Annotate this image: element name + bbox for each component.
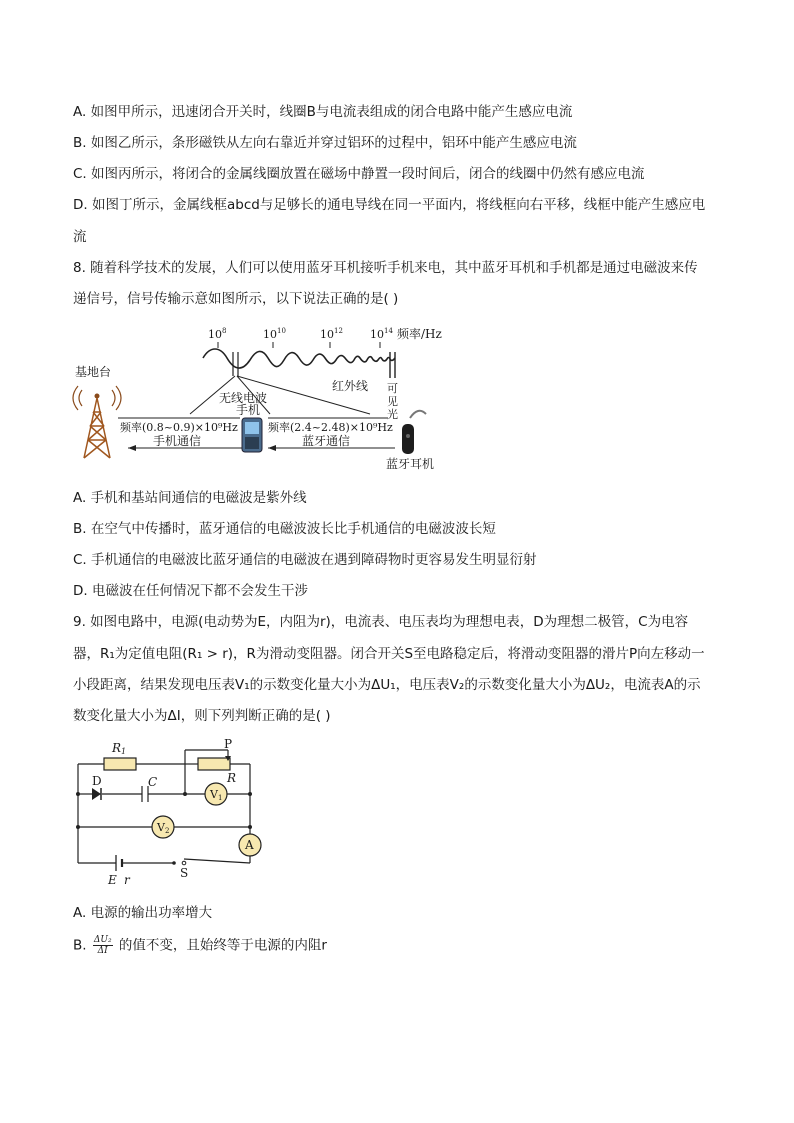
svg-text:V2: V2 — [157, 821, 170, 835]
visible-light-label-3: 光 — [387, 408, 398, 421]
mobile-phone-icon — [242, 418, 262, 452]
q7-option-d-continued: 流 — [73, 229, 87, 245]
q8-stem-line1: 8. 随着科学技术的发展，人们可以使用蓝牙耳机接听手机来电，其中蓝牙耳机和手机都是通过电磁波来传 — [73, 260, 698, 276]
freq-tick-1e14: $10^{14}$ — [370, 327, 393, 341]
q7-option-b: B. 如图乙所示，条形磁铁从左向右靠近并穿过铝环的过程中，铝环中能产生感应电流 — [73, 135, 577, 151]
visible-light-label-1: 可 — [387, 382, 398, 395]
base-station-tower-icon — [73, 386, 121, 458]
label-p: P — [224, 737, 233, 751]
bt-comm-label: 蓝牙通信 — [302, 434, 351, 448]
q9-stem-line1: 9. 如图电路中，电源(电动势为E，内阻为r)，电流表、电压表均为理想电表，D为理想二极管，C为电容 — [73, 614, 689, 630]
bluetooth-earphone-icon — [402, 411, 426, 454]
q8-em-wave-figure — [70, 318, 460, 478]
svg-text:V1: V1 — [210, 788, 223, 802]
infrared-label: 红外线 — [332, 379, 369, 393]
radio-wave-label: 无线电波 — [219, 391, 268, 405]
q8-option-c: C. 手机通信的电磁波比蓝牙通信的电磁波在遇到障碍物时更容易发生明显衍射 — [73, 552, 537, 568]
label-d: D — [92, 774, 102, 788]
q9-option-b-fraction — [93, 935, 113, 956]
q9-stem-line3: 小段距离，结果发现电压表V₁的示数变化量大小为ΔU₁，电压表V₂的示数变化量大小为ΔU₂，电流表A的示 — [73, 677, 701, 693]
svg-text:A: A — [245, 838, 254, 852]
base-station-label: 基地台 — [75, 365, 112, 379]
label-e: E — [108, 873, 117, 886]
q8-stem-line2: 递信号，信号传输示意如图所示，以下说法正确的是( ) — [73, 291, 399, 307]
label-c: C — [148, 775, 158, 789]
label-s: S — [180, 866, 189, 880]
q9-circuit-diagram — [70, 736, 270, 886]
q7-option-a: A. 如图甲所示，迅速闭合开关时，线圈B与电流表组成的闭合电路中能产生感应电流 — [73, 104, 573, 120]
freq-axis-unit: 频率/Hz — [397, 327, 442, 341]
q9-option-b — [73, 935, 327, 965]
q8-option-a: A. 手机和基站间通信的电磁波是紫外线 — [73, 490, 307, 506]
voltmeter-v2 — [152, 816, 174, 838]
label-r: R — [227, 771, 237, 785]
fraction-numerator: ΔU₂ — [93, 935, 112, 945]
q9-option-b-text: 的值不变，且始终等于电源的内阻r — [118, 937, 327, 954]
q9-stem-line4: 数变化量大小为ΔI，则下列判断正确的是( ) — [73, 708, 331, 724]
q9-stem-line2: 器，R₁为定值电阻(R₁ > r)，R为滑动变阻器。闭合开关S至电路稳定后，将滑动变阻器的滑片P向左移动一 — [73, 646, 705, 662]
q8-option-b: B. 在空气中传播时，蓝牙通信的电磁波波长比手机通信的电磁波波长短 — [73, 521, 496, 537]
em-wave-curve — [203, 349, 395, 368]
visible-light-label-2: 见 — [387, 395, 398, 408]
bt-frequency-label: 频率(2.4~2.48)×10⁹Hz — [268, 421, 393, 434]
q7-option-c: C. 如图丙所示，将闭合的金属线圈放置在磁场中静置一段时间后，闭合的线圈中仍然有感应电流 — [73, 166, 645, 182]
q8-option-d: D. 电磁波在任何情况下都不会发生干涉 — [73, 583, 308, 599]
q9-option-a: A. 电源的输出功率增大 — [73, 905, 213, 921]
phone-frequency-label: 频率(0.8~0.9)×10⁹Hz — [120, 421, 238, 434]
voltmeter-v1 — [205, 783, 227, 805]
freq-tick-1e8: $10^8$ — [208, 327, 227, 341]
label-r-internal: r — [124, 873, 130, 886]
freq-tick-1e10: $10^{10}$ — [263, 327, 286, 341]
ammeter-a — [239, 834, 261, 856]
freq-tick-1e12: $10^{12}$ — [320, 327, 343, 341]
earphone-label: 蓝牙耳机 — [386, 457, 435, 471]
fraction-denominator: ΔI — [97, 946, 108, 956]
label-r1: R1 — [112, 741, 127, 756]
phone-comm-label: 手机通信 — [153, 434, 202, 448]
q7-option-d: D. 如图丁所示，金属线框abcd与足够长的通电导线在同一平面内，将线框向右平移，线框中能产生感应电 — [73, 197, 706, 213]
q9-option-b-prefix: B. — [73, 937, 87, 954]
radio-wave-phone-label: 手机 — [236, 403, 261, 417]
diode-symbol — [92, 788, 101, 800]
